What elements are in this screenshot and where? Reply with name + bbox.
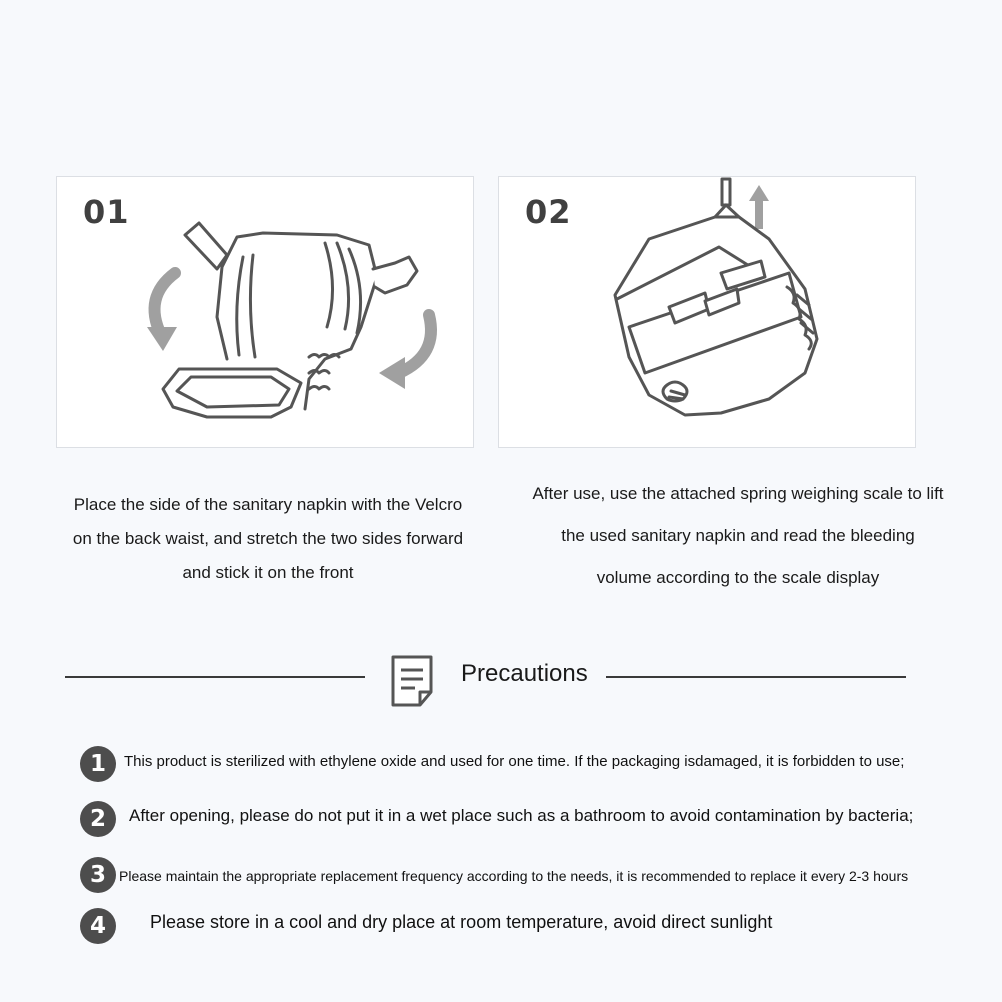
precaution-item <box>0 905 1002 945</box>
number-badge: 3 <box>80 857 116 893</box>
precaution-text: After opening, please do not put it in a wet place such as a bathroom to avoid contamination by bacteria; <box>129 806 914 825</box>
precaution-text: This product is sterilized with ethylene oxide and used for one time. If the packaging isdamaged, it is forbidden to use; <box>124 753 905 770</box>
precaution-item <box>0 743 1002 783</box>
divider-left <box>65 676 365 678</box>
precaution-text: Please maintain the appropriate replacement frequency according to the needs, it is recommended to replace it every 2-3 hours <box>119 868 909 884</box>
step-2-panel <box>498 176 916 448</box>
number-badge: 1 <box>80 746 116 782</box>
caption-line: on the back waist, and stretch the two sides forward <box>72 529 464 548</box>
divider-right <box>606 676 906 678</box>
number-badge: 4 <box>80 908 116 944</box>
diaper-weighing-icon <box>499 177 917 449</box>
precautions-title: Precautions <box>461 660 588 687</box>
step-1-number: 01 <box>83 193 130 231</box>
step-1-caption <box>28 488 508 590</box>
caption-line: Place the side of the sanitary napkin with the Velcro <box>73 495 463 514</box>
diaper-fastening-icon <box>57 177 475 449</box>
document-icon <box>388 654 438 708</box>
caption-line: and stick it on the front <box>182 563 354 582</box>
caption-line: volume according to the scale display <box>596 568 880 587</box>
number-badge: 2 <box>80 801 116 837</box>
step-2-caption <box>488 473 988 599</box>
step-1-panel <box>56 176 474 448</box>
precaution-item <box>0 798 1002 838</box>
caption-line: the used sanitary napkin and read the bleeding <box>561 526 915 545</box>
caption-line: After use, use the attached spring weighing scale to lift <box>532 484 944 503</box>
precaution-item <box>0 854 1002 894</box>
precaution-text: Please store in a cool and dry place at room temperature, avoid direct sunlight <box>150 912 773 932</box>
step-2-number: 02 <box>525 193 572 231</box>
